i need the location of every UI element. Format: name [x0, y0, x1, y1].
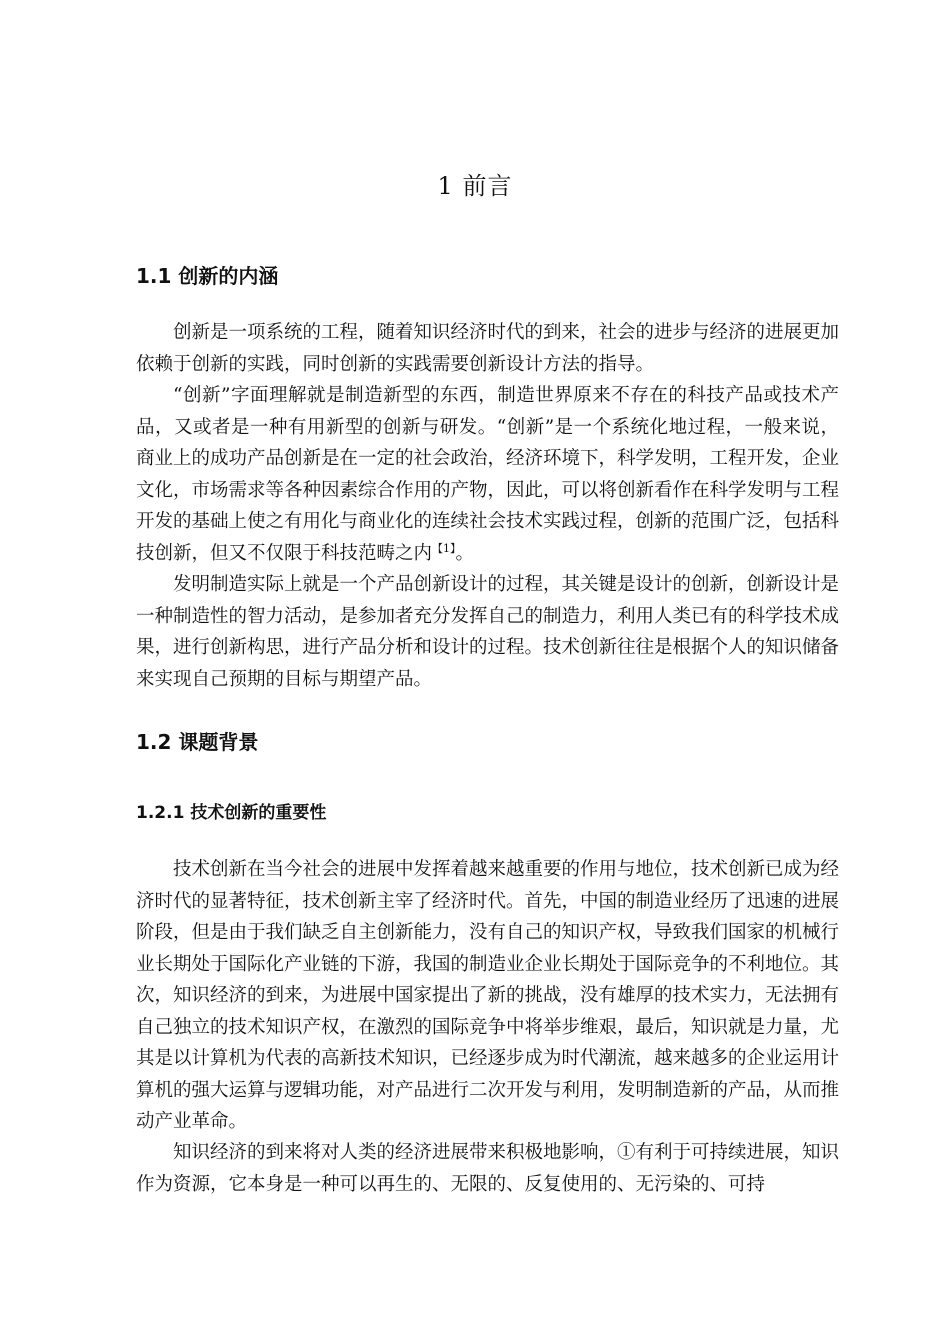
paragraph: 知识经济的到来将对人类的经济进展带来积极地影响，①有利于可持续进展，知识作为资源，它本身是一种可以再生的、无限的、反复使用的、无污染的、可持 [136, 1142, 840, 1195]
subsection-heading-1-2-1: 1.2.1 技术创新的重要性 [136, 803, 327, 823]
paragraph: 创新是一项系统的工程，随着知识经济时代的到来，社会的进步与经济的进展更加依赖于创新的实践，同时创新的实践需要创新设计方法的指导。 [136, 322, 840, 375]
citation-marker: 【1】 [432, 541, 456, 555]
paragraph: 技术创新在当今社会的进展中发挥着越来越重要的作用与地位，技术创新已成为经济时代的显著特征，技术创新主宰了经济时代。首先，中国的制造业经历了迅速的进展阶段，但是由于我们缺乏自主创新能力，没有自己的知识产权，导致我们国家的机械行业长期处于国际化产业链的下游，我国的制造业企业长期处于国际竞争的不利地位。其次，知识经济的到来，为进展中国家提出了新的挑战，没有雄厚的技术实力，无法拥有自己独立的技术知识产权，在激烈的国际竞争中将举步维艰，最后，知识就是力量，尤其是以计算机为代表的高新技术知识，已经逐步成为时代潮流，越来越多的企业运用计算机的强大运算与逻辑功能，对产品进行二次开发与利用，发明制造新的产品，从而推动产业革命。 [136, 859, 840, 1132]
paragraph [136, 380, 839, 569]
section-heading-1-1: 1.1 创新的内涵 [136, 264, 279, 288]
chapter-title: 1 前言 [437, 172, 513, 200]
paragraph-end: 。 [455, 542, 475, 564]
paragraph: 发明制造实际上就是一个产品创新设计的过程，其关键是设计的创新，创新设计是一种制造性的智力活动，是参加者充分发挥自己的制造力，利用人类已有的科学技术成果，进行创新构思，进行产品分析和设计的过程。技术创新往往是根据个人的知识储备来实现自己预期的目标与期望产品。 [136, 574, 840, 690]
paragraph-text: “创新”字面理解就是制造新型的东西，制造世界原来不存在的科技产品或技术产品，又或者是一种有用新型的创新与研发。“创新”是一个系统化地过程，一般来说，商业上的成功产品创新是在一定的社会政治，经济环境下，科学发明，工程开发，企业文化，市场需求等各种因素综合作用的产物，因此，可以将创新看作在科学发明与工程开发的基础上使之有用化与商业化的连续社会技术实践过程，创新的范围广泛，包括科技创新，但又不仅限于科技范畴之内 [136, 385, 840, 564]
section-heading-1-2: 1.2 课题背景 [136, 730, 259, 754]
